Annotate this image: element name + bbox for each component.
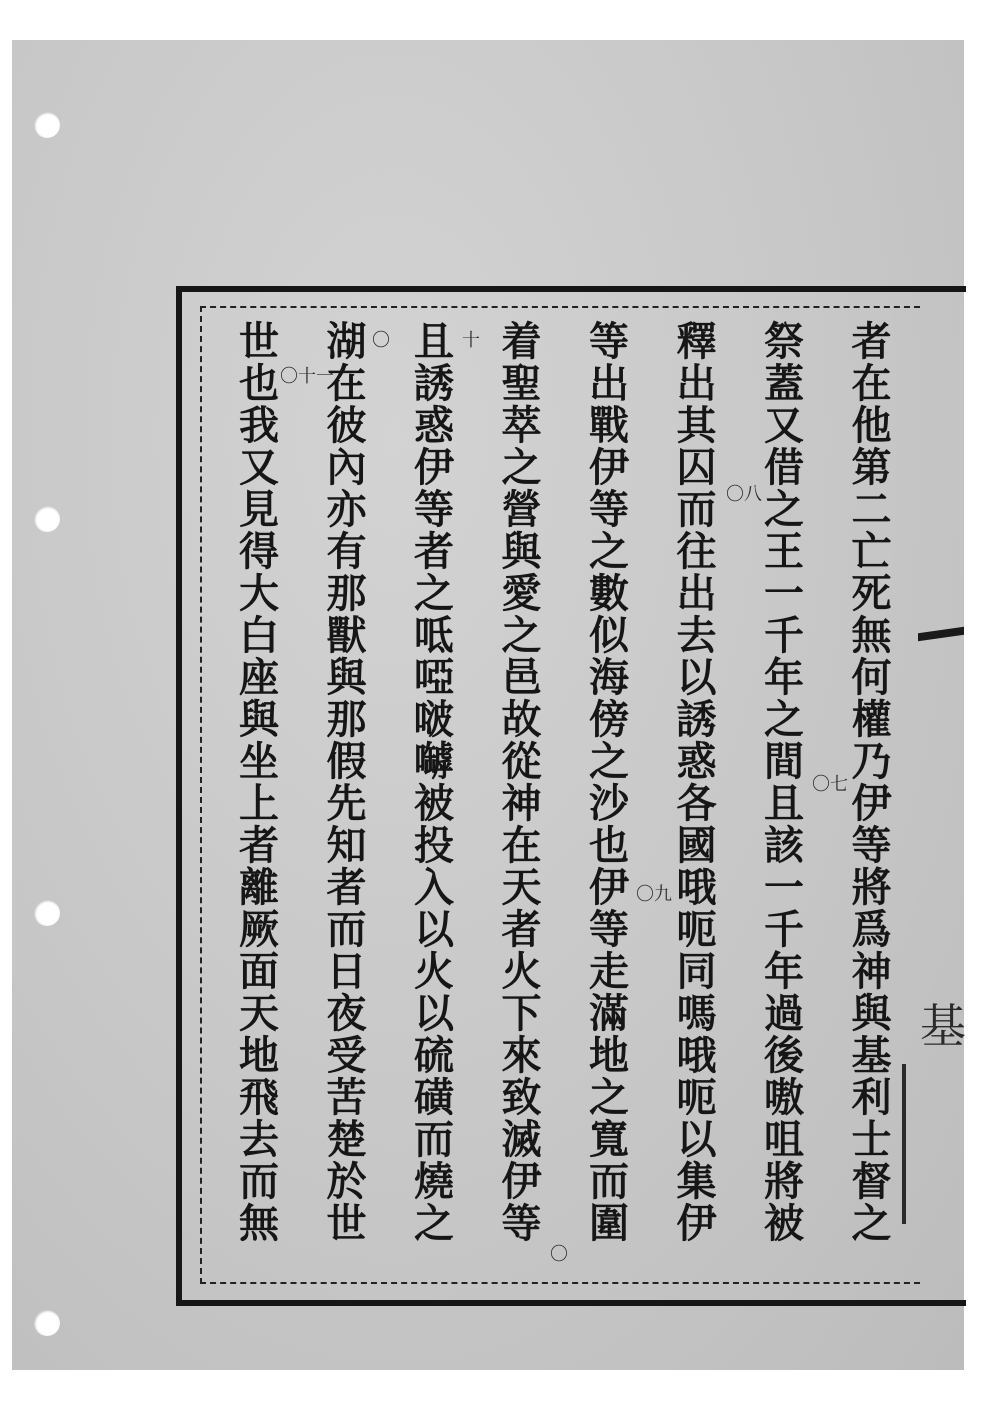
punch-hole: [34, 900, 60, 926]
text-column-5: 着聖萃之營與愛之邑故從神在天者火下來致滅伊等: [495, 320, 542, 1244]
punch-hole: [34, 1310, 60, 1336]
adjacent-page-glyph: 基: [920, 999, 966, 1053]
verse-marker-10-circle: 〇: [372, 330, 390, 351]
text-column-1: 者在他第二亡死無何權乃伊等將爲神與基利士督之: [845, 320, 892, 1244]
text-column-3: 釋出其囚而往出去以誘惑各國哦呃同嗎哦呃以集伊: [670, 320, 717, 1244]
text-columns: [212, 320, 912, 1280]
punch-hole: [34, 506, 60, 532]
text-column-2: 祭蓋又借之王一千年之間且該一千年過後嗷咀將被: [757, 320, 805, 1244]
punch-hole: [34, 112, 60, 138]
text-column-7: 湖在彼內亦有那獸與那假先知者而日夜受苦楚於世: [320, 320, 367, 1244]
text-column-4: 等出戰伊等之數似海傍之沙也伊等走滿地之寬而圍: [582, 320, 630, 1244]
verse-marker-8: 〇八: [726, 484, 762, 505]
text-column-6: 且誘惑伊等者之呧啞啵嚹被投入以火以硫磺而燒之: [407, 320, 455, 1244]
verse-marker-11-circle: 〇: [550, 1244, 568, 1265]
verse-marker-10: 十: [462, 330, 480, 351]
verse-marker-7: 〇七: [812, 774, 848, 795]
verse-marker-11: 〇十一: [280, 366, 334, 387]
verse-marker-9: 〇九: [636, 884, 672, 905]
text-column-8: 世也我又見得大白座與坐上者離厥面天地飛去而無: [232, 320, 280, 1244]
